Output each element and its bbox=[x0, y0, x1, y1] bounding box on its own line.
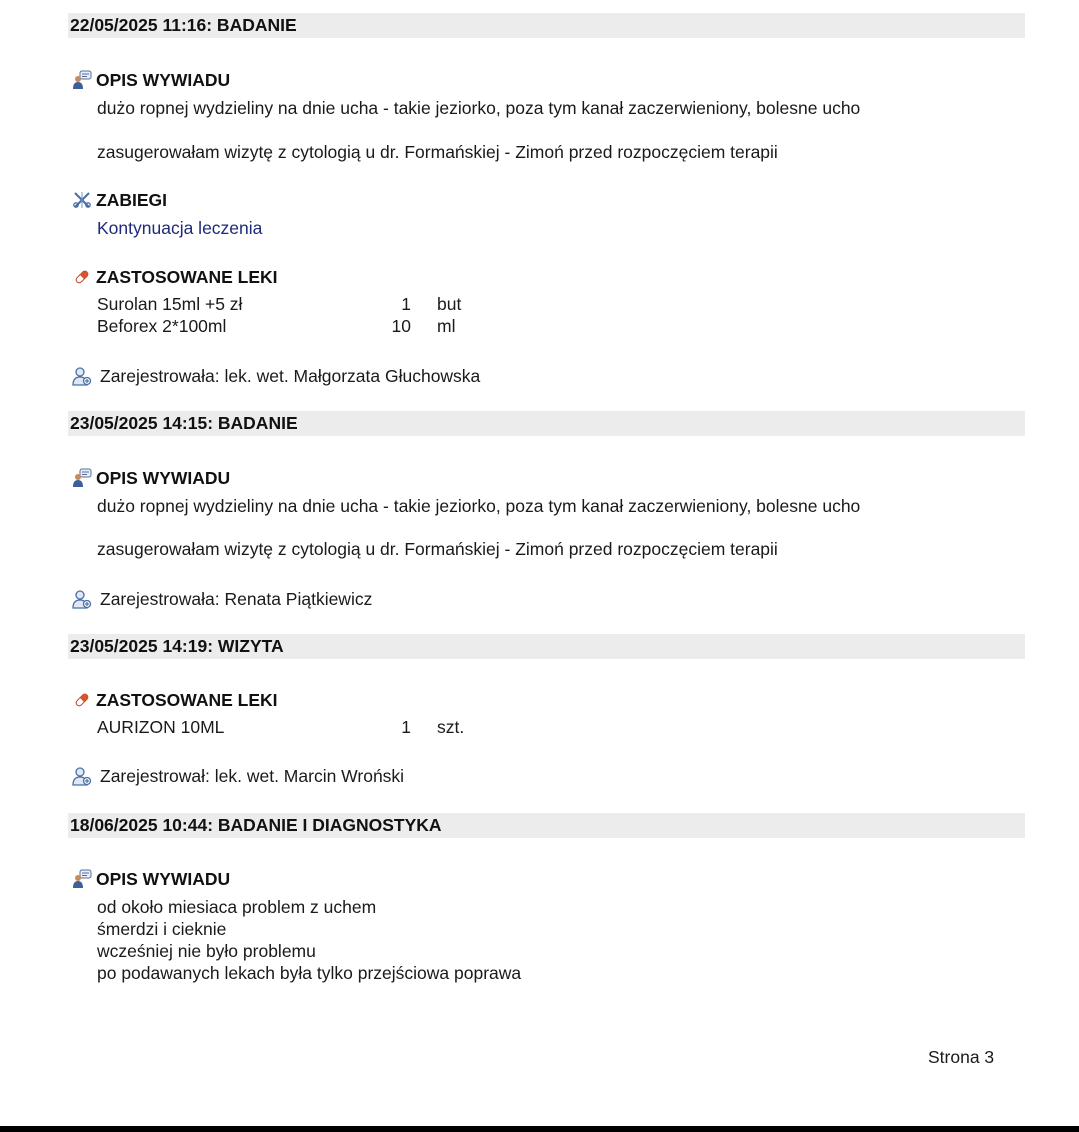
medicine-qty: 1 bbox=[401, 294, 411, 314]
registered-by-text: Zarejestrowała: Renata Piątkiewicz bbox=[100, 588, 373, 609]
section-title-interview bbox=[72, 467, 230, 489]
medicine-unit: but bbox=[437, 294, 462, 314]
interview-line: dużo ropnej wydzieliny na dnie ucha - takie jeziorko, poza tym kanał zaczerwieniony, bolesne ucho bbox=[97, 496, 861, 516]
medicine-name: AURIZON 10ML bbox=[97, 717, 225, 737]
interview-line: od około miesiaca problem z uchem bbox=[97, 897, 377, 917]
medicine-row bbox=[97, 315, 517, 337]
pill-icon bbox=[72, 690, 92, 710]
interview-line: dużo ropnej wydzieliny na dnie ucha - takie jeziorko, poza tym kanał zaczerwieniony, bolesne ucho bbox=[97, 98, 861, 118]
section-title-label: ZABIEGI bbox=[96, 189, 167, 210]
section-title-medicines bbox=[72, 689, 278, 711]
entry-header: 23/05/2025 14:19: WIZYTA bbox=[68, 634, 1025, 659]
interview-line: śmerdzi i cieknie bbox=[97, 919, 227, 939]
section-title-label: OPIS WYWIADU bbox=[96, 69, 231, 90]
interview-icon bbox=[72, 70, 92, 90]
procedure-item: Kontynuacja leczenia bbox=[97, 218, 263, 238]
medicine-unit: szt. bbox=[437, 717, 465, 737]
section-title-label: OPIS WYWIADU bbox=[96, 467, 231, 488]
user-icon bbox=[72, 366, 93, 387]
medicine-unit: ml bbox=[437, 316, 456, 336]
user-icon bbox=[72, 766, 93, 787]
section-title-label: OPIS WYWIADU bbox=[96, 868, 231, 889]
medicine-qty: 1 bbox=[401, 717, 411, 737]
registered-by bbox=[72, 365, 480, 387]
section-title-label: ZASTOSOWANE LEKI bbox=[96, 689, 278, 710]
user-icon bbox=[72, 589, 93, 610]
medicine-qty: 10 bbox=[391, 316, 411, 336]
section-title-procedures bbox=[72, 189, 167, 211]
section-title-medicines bbox=[72, 266, 278, 288]
medicine-row bbox=[97, 716, 517, 738]
section-title-interview bbox=[72, 868, 230, 890]
section-title-interview bbox=[72, 69, 230, 91]
page-number: Strona 3 bbox=[928, 1047, 995, 1067]
interview-line: zasugerowałam wizytę z cytologią u dr. Formańskiej - Zimoń przed rozpoczęciem terapii bbox=[97, 142, 778, 162]
procedure-icon bbox=[72, 190, 92, 210]
registered-by-text: Zarejestrowała: lek. wet. Małgorzata Głuchowska bbox=[100, 365, 481, 386]
bottom-divider bbox=[0, 1126, 1079, 1132]
registered-by bbox=[72, 588, 372, 610]
interview-icon bbox=[72, 869, 92, 889]
registered-by bbox=[72, 765, 404, 787]
interview-line: wcześniej nie było problemu bbox=[97, 941, 316, 961]
entry-header: 18/06/2025 10:44: BADANIE I DIAGNOSTYKA bbox=[68, 813, 1025, 838]
interview-line: po podawanych lekach była tylko przejściowa poprawa bbox=[97, 963, 522, 983]
medicine-name: Beforex 2*100ml bbox=[97, 316, 227, 336]
registered-by-text: Zarejestrował: lek. wet. Marcin Wroński bbox=[100, 765, 405, 786]
pill-icon bbox=[72, 267, 92, 287]
medicine-name: Surolan 15ml +5 zł bbox=[97, 294, 243, 314]
medicine-row bbox=[97, 293, 517, 315]
section-title-label: ZASTOSOWANE LEKI bbox=[96, 266, 278, 287]
interview-icon bbox=[72, 468, 92, 488]
interview-line: zasugerowałam wizytę z cytologią u dr. Formańskiej - Zimoń przed rozpoczęciem terapii bbox=[97, 539, 778, 559]
entry-header: 23/05/2025 14:15: BADANIE bbox=[68, 411, 1025, 436]
entry-header: 22/05/2025 11:16: BADANIE bbox=[68, 13, 1025, 38]
